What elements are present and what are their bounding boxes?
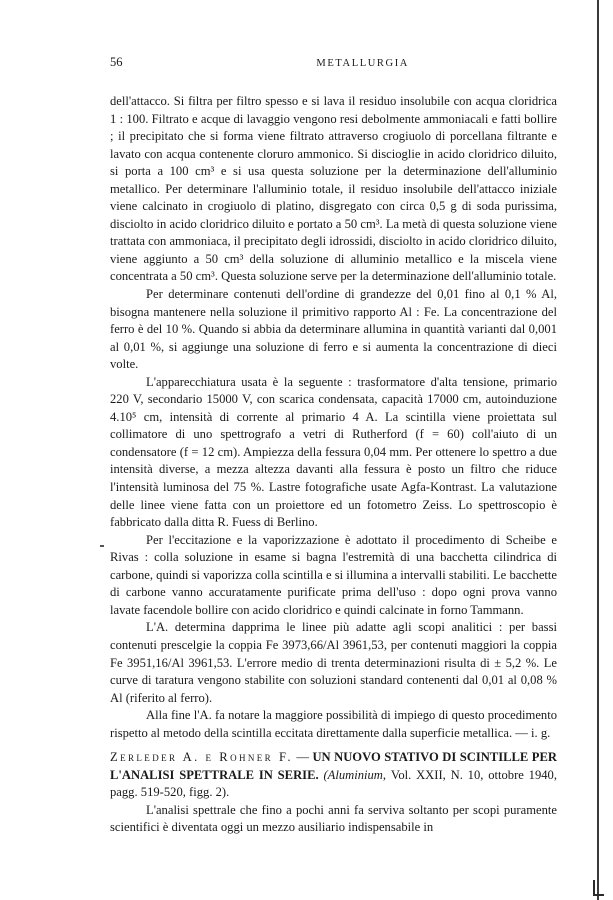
page-corner-mark xyxy=(593,880,604,896)
entry-journal: (Aluminium, xyxy=(323,767,387,782)
entry-citation: Vol. XXII, N. 10, ottobre 1940, pagg. 519-520, figg. 2). xyxy=(110,767,558,800)
entry-dash: — xyxy=(296,750,309,765)
paragraph-continuation: dell'attacco. Si filtra per filtro spesso e si lava il residuo insolubile con acqua cloridrica 1 : 100. Filtrato e acque di lavaggio vengono resi debolmente ammoniacali e fatti bollire ; il precipitato che si forma viene filtrato attraverso crogiuolo di porcellana filtrante e lavato con acqua contenente cloruro ammonico. Si discioglie in acido cloridrico diluito, si porta a 100 cm³ e si usa questa soluzione per la determinazione dell'alluminio metallico. Per determinare l'alluminio totale, il residuo insolubile dell'attacco iniziale viene calcinato in crogiuolo di platino, disgregato con circa 0,5 g di soda purissima, disciolto in acido cloridrico diluito e portato a 50 cm³. La metà di questa soluzione viene trattata con ammoniaca, il precipitato degli idrossidi, disciolto in acido cloridrico diluito, viene aggiunto a 50 cm³ della soluzione di alluminio metallico e la miscela viene concentrata a 50 cm³. Questa soluzione serve per la determinazione dell'alluminio totale. xyxy=(110,94,557,284)
paragraph-conclusion: Alla fine l'A. fa notare la maggiore possibilità di impiego di questo procedimento rispetto al metodo della scintilla eccitata direttamente dalla superficie metallica. — i. g. xyxy=(110,708,557,740)
page-header xyxy=(110,54,557,72)
page-number: 56 xyxy=(110,55,123,69)
paragraph-excitation: Per l'eccitazione e la vaporizzazione è adottato il procedimento di Scheibe e Rivas : colla soluzione in esame si bagna l'estremità di una bacchetta cilindrica di carbone, quindi si vaporizza colla scintilla e si illumina a intervalli stabiliti. Le bacchette di carbone vanno accuratamente purificate prima dell'uso : dopo ogni prova vanno lavate facendole bollire con acido cloridrico e quindi calcinate in forno Tammann. xyxy=(110,532,557,617)
running-title: METALLURGIA xyxy=(316,58,409,69)
margin-mark xyxy=(100,545,104,547)
paragraph-new-article: L'analisi spettrale che fino a pochi anni fa serviva soltanto per scopi puramente scientifici è diventata oggi un mezzo ausiliario indispensabile in xyxy=(110,802,557,835)
page-edge-rule xyxy=(597,0,599,900)
bibliographic-entry xyxy=(110,749,557,802)
entry-authors: Zerleder A. e Rohner F. xyxy=(110,750,293,765)
document-page xyxy=(110,54,557,837)
paragraph-iron-ratio: Per determinare contenuti dell'ordine di grandezze del 0,01 fino al 0,1 % Al, bisogna mantenere nella soluzione il primitivo rapporto Al : Fe. La concentrazione del ferro è del 10 %. Quando si abbia da determinare allumina in quantità varianti dal 0,001 al 0,01 %, si aggiunge una soluzione di ferro e si aumenta la concentrazione di dieci volte. xyxy=(110,287,557,372)
article-body xyxy=(110,93,557,837)
entry-title: UN NUOVO STATIVO DI SCINTILLE PER L'ANALISI SPETTRALE IN SERIE. xyxy=(110,750,557,782)
paragraph-apparatus: L'apparecchiatura usata è la seguente : trasformatore d'alta tensione, primario 220 V, secondario 15000 V, con scarica condensata, capacità 17000 cm, autoinduzione 4.10⁵ cm, intensità di corrente al primario 4 A. La scintilla viene proiettata sul collimatore di uno spettrografo a vetri di Rutherford (f = 60) coll'aiuto di un condensatore (f = 12 cm). Ampiezza della fessura 0,04 mm. Per ottenere lo spettro a due intensità diverse, a mezza altezza davanti alla fessura è posto un filtro che riduce l'intensità luminosa del 75 %. Lastre fotografiche usate Agfa-Kontrast. La valutazione delle linee viene fatta con un proiettore ed un fotometro Zeiss. Lo spettroscopio è fabbricato dalla ditta R. Fuess di Berlino. xyxy=(110,374,557,530)
paragraph-line-pairs: L'A. determina dapprima le linee più adatte agli scopi analitici : per bassi contenuti prescelgie la coppia Fe 3973,66/Al 3961,53, per contenuti maggiori la coppia Fe 3951,16/Al 3961,53. L'errore medio di trenta determinazioni risulta di ± 5,2 %. Le curve di taratura vengono stabilite con soluzioni standard contenenti dal 0,01 al 0,08 % Al (riferito al ferro). xyxy=(110,620,557,705)
